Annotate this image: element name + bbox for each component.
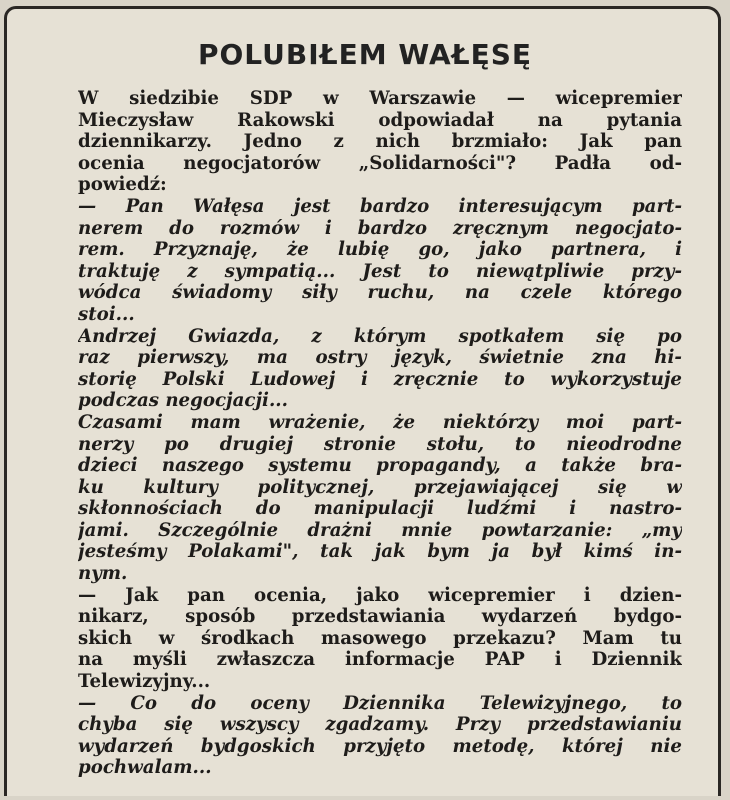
article-body: [78, 88, 682, 779]
text-line: — Co do oceny Dziennika Telewizyjnego, to: [78, 692, 682, 714]
text-line: nym.: [78, 563, 128, 585]
text-line: Andrzej Gwiazda, z którym spotkałem się po: [78, 325, 682, 347]
text-line: jami. Szczególnie drażni mnie powtarzanie: „my: [78, 519, 682, 541]
text-line: dzieci naszego systemu propagandy, a także bra-: [78, 455, 682, 477]
text-line: podczas negocjacji...: [78, 390, 288, 412]
text-line: wydarzeń bydgoskich przyjęto metodę, której nie: [78, 735, 682, 757]
text-line: Czasami mam wrażenie, że niektórzy moi part-: [78, 411, 682, 433]
paragraph: [78, 326, 682, 412]
text-line: nikarz, sposób przedstawiania wydarzeń bydgo-: [78, 606, 682, 628]
text-line: skich w środkach masowego przekazu? Mam tu: [78, 627, 682, 649]
paragraph: [78, 412, 682, 585]
text-line: jesteśmy Polakami", tak jak bym ja był kimś in-: [78, 541, 682, 563]
text-line: dziennikarzy. Jedno z nich brzmiało: Jak pan: [78, 131, 682, 153]
text-line: na myśli zwłaszcza informacje PAP i Dziennik: [78, 649, 682, 671]
headline: POLUBIŁEM WAŁĘSĘ: [197, 38, 533, 71]
text-line: powiedź:: [78, 174, 167, 196]
text-line: skłonnościach do manipulacji ludźmi i nastro-: [78, 498, 682, 520]
text-line: ku kultury politycznej, przejawiającej się w: [78, 476, 682, 498]
text-line: Telewizyjny...: [78, 671, 211, 693]
text-line: W siedzibie SDP w Warszawie — wicepremier: [78, 88, 682, 109]
text-line: — Jak pan ocenia, jako wicepremier i dzien-: [78, 584, 682, 606]
paragraph: [78, 88, 682, 196]
text-line: raz pierwszy, ma ostry język, świetnie zna hi-: [78, 347, 682, 369]
text-line: nerzy po drugiej stronie stołu, to nieodrodne: [78, 433, 682, 455]
text-line: rem. Przyznaję, że lubię go, jako partnera, i: [78, 239, 682, 261]
paragraph: [78, 196, 682, 326]
paragraph: [78, 585, 682, 693]
text-line: — Pan Wałęsa jest bardzo interesującym part-: [78, 195, 682, 217]
text-line: wódca świadomy siły ruchu, na czele którego: [78, 282, 682, 304]
text-line: nerem do rozmów i bardzo zręcznym negocjato-: [78, 217, 682, 239]
text-line: storię Polski Ludowej i zręcznie to wykorzystuje: [78, 368, 682, 390]
text-line: Mieczysław Rakowski odpowiadał na pytania: [78, 109, 682, 131]
text-line: chyba się wszyscy zgadzamy. Przy przedstawianiu: [78, 714, 682, 736]
paragraph: [78, 693, 682, 779]
text-line: traktuję z sympatią... Jest to niewątpliwie przy-: [78, 260, 682, 282]
text-line: stoi...: [78, 303, 135, 325]
text-line: ocenia negocjatorów „Solidarności"? Padła od-: [78, 152, 682, 174]
text-line: pochwalam...: [78, 757, 212, 779]
